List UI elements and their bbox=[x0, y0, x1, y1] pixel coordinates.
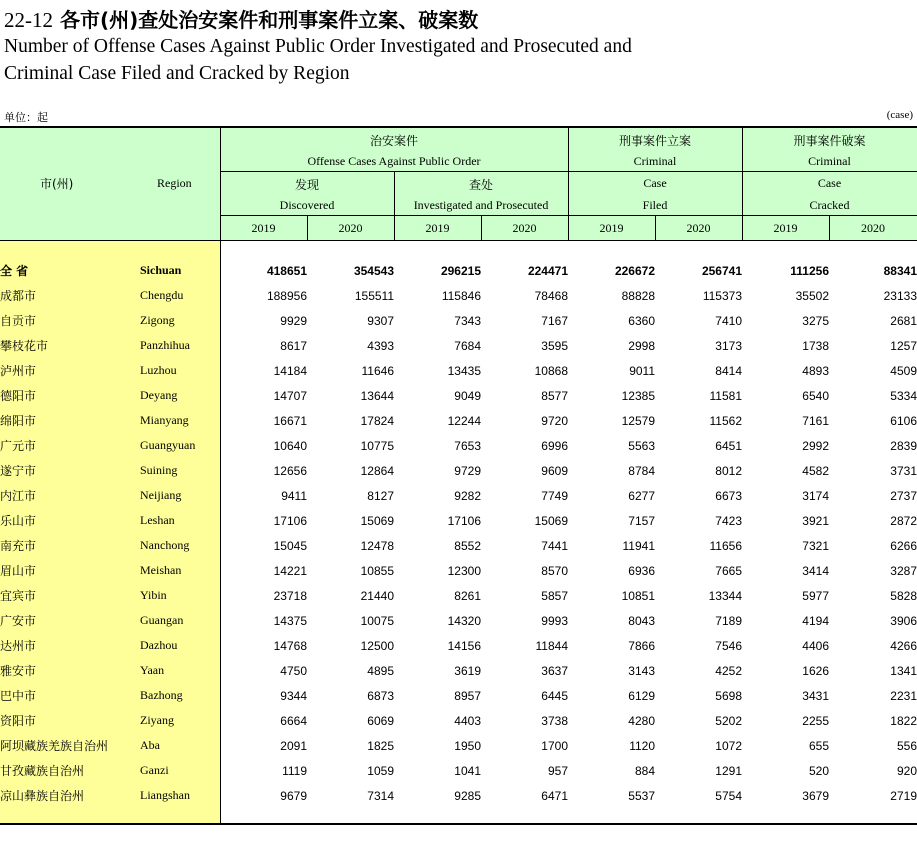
cell-value: 3731 bbox=[890, 463, 917, 478]
cell-value: 2231 bbox=[890, 688, 917, 703]
cell-value: 655 bbox=[808, 738, 829, 753]
cell-value: 12500 bbox=[360, 638, 394, 653]
cell-value: 14768 bbox=[273, 638, 307, 653]
region-cn: 广安市 bbox=[0, 614, 37, 628]
cell-value: 6360 bbox=[628, 313, 655, 328]
cell-value: 9993 bbox=[541, 613, 568, 628]
cell-value: 2255 bbox=[802, 713, 829, 728]
data-table bbox=[0, 258, 917, 808]
page-title-en-line2: Criminal Case Filed and Cracked by Region bbox=[4, 63, 350, 84]
cell-value: 3906 bbox=[890, 613, 917, 628]
cell-value: 3174 bbox=[802, 488, 829, 503]
cell-value: 14184 bbox=[273, 363, 307, 378]
header-group3-en2: Case bbox=[817, 176, 842, 190]
region-cn: 乐山市 bbox=[0, 514, 37, 528]
header-group2-en3: Filed bbox=[642, 198, 668, 212]
region-en: Neijiang bbox=[140, 488, 182, 502]
table-row bbox=[0, 483, 917, 508]
unit-label-cn: 单位：起 bbox=[4, 111, 48, 124]
header-group3-cn: 刑事案件破案 bbox=[793, 134, 866, 148]
cell-value: 13435 bbox=[447, 363, 481, 378]
table-number: 22-12 bbox=[4, 8, 53, 32]
cell-value: 5334 bbox=[890, 388, 917, 403]
cell-value: 6540 bbox=[802, 388, 829, 403]
region-en: Deyang bbox=[140, 388, 178, 402]
cell-value: 111256 bbox=[790, 263, 829, 278]
cell-value: 7410 bbox=[715, 313, 742, 328]
region-cn: 资阳市 bbox=[0, 714, 37, 728]
cell-value: 7546 bbox=[715, 638, 742, 653]
cell-value: 4194 bbox=[802, 613, 829, 628]
cell-value: 2719 bbox=[890, 788, 917, 803]
cell-value: 10851 bbox=[621, 588, 655, 603]
cell-value: 7866 bbox=[628, 638, 655, 653]
cell-value: 7749 bbox=[541, 488, 568, 503]
cell-value: 15069 bbox=[360, 513, 394, 528]
table-row bbox=[0, 583, 917, 608]
table-row bbox=[0, 283, 917, 308]
cell-value: 6936 bbox=[628, 563, 655, 578]
cell-value: 4252 bbox=[715, 663, 742, 678]
region-en: Luzhou bbox=[140, 363, 177, 377]
cell-value: 2681 bbox=[890, 313, 917, 328]
region-cn: 泸州市 bbox=[0, 364, 37, 378]
cell-value: 17824 bbox=[360, 413, 394, 428]
cell-value: 10775 bbox=[360, 438, 394, 453]
header-year: 2019 bbox=[599, 221, 624, 235]
region-cn: 广元市 bbox=[0, 439, 37, 453]
cell-value: 3287 bbox=[890, 563, 917, 578]
cell-value: 3431 bbox=[802, 688, 829, 703]
title-cn-text: 各市(州)查处治安案件和刑事案件立案、破案数 bbox=[59, 8, 479, 32]
region-en: Panzhihua bbox=[140, 338, 190, 352]
cell-value: 4509 bbox=[890, 363, 917, 378]
cell-value: 4403 bbox=[454, 713, 481, 728]
cell-value: 2839 bbox=[890, 438, 917, 453]
region-en: Chengdu bbox=[140, 288, 184, 302]
cell-value: 5202 bbox=[715, 713, 742, 728]
region-cn: 攀枝花市 bbox=[0, 339, 49, 353]
cell-value: 115373 bbox=[702, 288, 742, 303]
cell-value: 14320 bbox=[447, 613, 481, 628]
cell-value: 8577 bbox=[541, 388, 568, 403]
unit-label-en: (case) bbox=[886, 109, 913, 121]
header-group1-cn: 治安案件 bbox=[369, 134, 418, 148]
region-en: Mianyang bbox=[140, 413, 189, 427]
region-cn: 达州市 bbox=[0, 639, 37, 653]
cell-value: 5857 bbox=[541, 588, 568, 603]
cell-value: 1072 bbox=[715, 738, 742, 753]
cell-value: 9282 bbox=[454, 488, 481, 503]
cell-value: 5977 bbox=[802, 588, 829, 603]
cell-value: 14221 bbox=[273, 563, 307, 578]
table-row bbox=[0, 558, 917, 583]
cell-value: 10075 bbox=[360, 613, 394, 628]
cell-value: 3173 bbox=[715, 338, 742, 353]
cell-value: 3738 bbox=[541, 713, 568, 728]
cell-value: 4750 bbox=[280, 663, 307, 678]
cell-value: 8617 bbox=[280, 338, 307, 353]
header-year: 2019 bbox=[251, 221, 276, 235]
cell-value: 7684 bbox=[454, 338, 481, 353]
region-en: Yibin bbox=[140, 588, 167, 602]
cell-value: 6277 bbox=[628, 488, 655, 503]
region-cn: 自贡市 bbox=[0, 314, 37, 328]
table-top-rule bbox=[0, 126, 917, 128]
region-en: Sichuan bbox=[140, 263, 182, 277]
cell-value: 520 bbox=[808, 763, 829, 778]
cell-value: 2091 bbox=[280, 738, 307, 753]
header-discovered-cn: 发现 bbox=[294, 178, 319, 192]
cell-value: 12864 bbox=[360, 463, 394, 478]
cell-value: 7441 bbox=[541, 538, 568, 553]
cell-value: 16671 bbox=[273, 413, 307, 428]
header-year: 2020 bbox=[686, 221, 711, 235]
cell-value: 3921 bbox=[802, 513, 829, 528]
cell-value: 256741 bbox=[701, 263, 742, 278]
cell-value: 9720 bbox=[541, 413, 568, 428]
page-title-en-line1: Number of Offense Cases Against Public Order Investigated and Prosecuted and bbox=[4, 36, 632, 57]
cell-value: 11562 bbox=[709, 413, 742, 428]
cell-value: 155511 bbox=[354, 288, 394, 303]
header-investigated-en: Investigated and Prosecuted bbox=[413, 198, 549, 212]
cell-value: 5537 bbox=[628, 788, 655, 803]
cell-value: 15069 bbox=[534, 513, 568, 528]
cell-value: 3679 bbox=[802, 788, 829, 803]
cell-value: 1825 bbox=[367, 738, 394, 753]
cell-value: 13644 bbox=[360, 388, 394, 403]
cell-value: 6445 bbox=[541, 688, 568, 703]
cell-value: 6471 bbox=[541, 788, 568, 803]
cell-value: 1119 bbox=[282, 763, 307, 778]
header-group1-en: Offense Cases Against Public Order bbox=[307, 154, 481, 168]
cell-value: 10855 bbox=[360, 563, 394, 578]
cell-value: 14375 bbox=[273, 613, 307, 628]
cell-value: 23718 bbox=[273, 588, 307, 603]
cell-value: 224471 bbox=[527, 263, 568, 278]
table-row bbox=[0, 383, 917, 408]
table-row bbox=[0, 458, 917, 483]
cell-value: 11646 bbox=[361, 363, 394, 378]
cell-value: 3143 bbox=[628, 663, 655, 678]
header-region: Region bbox=[157, 176, 192, 190]
cell-value: 9011 bbox=[629, 363, 655, 378]
cell-value: 5754 bbox=[715, 788, 742, 803]
table-row bbox=[0, 608, 917, 633]
table-row bbox=[0, 783, 917, 808]
cell-value: 2872 bbox=[890, 513, 917, 528]
region-cn: 德阳市 bbox=[0, 389, 37, 403]
cell-value: 115846 bbox=[441, 288, 481, 303]
cell-value: 10868 bbox=[534, 363, 568, 378]
table-row-total bbox=[0, 258, 917, 283]
region-en: Zigong bbox=[140, 313, 175, 327]
region-en: Dazhou bbox=[140, 638, 178, 652]
header-investigated-cn: 查处 bbox=[468, 178, 493, 192]
region-cn: 雅安市 bbox=[0, 664, 37, 678]
cell-value: 12385 bbox=[621, 388, 655, 403]
cell-value: 9609 bbox=[541, 463, 568, 478]
cell-value: 8552 bbox=[454, 538, 481, 553]
cell-value: 12244 bbox=[447, 413, 481, 428]
cell-value: 8261 bbox=[454, 588, 481, 603]
header-year: 2020 bbox=[338, 221, 363, 235]
cell-value: 6069 bbox=[367, 713, 394, 728]
cell-value: 1257 bbox=[890, 338, 917, 353]
cell-value: 7665 bbox=[715, 563, 742, 578]
table-row bbox=[0, 433, 917, 458]
region-en: Ganzi bbox=[140, 763, 169, 777]
region-cn: 遂宁市 bbox=[0, 464, 37, 478]
cell-value: 9929 bbox=[280, 313, 307, 328]
cell-value: 6996 bbox=[541, 438, 568, 453]
cell-value: 1059 bbox=[367, 763, 394, 778]
table-bottom-rule bbox=[0, 823, 917, 825]
region-en: Meishan bbox=[140, 563, 182, 577]
cell-value: 354543 bbox=[353, 263, 394, 278]
cell-value: 17106 bbox=[273, 513, 307, 528]
cell-value: 8012 bbox=[715, 463, 742, 478]
cell-value: 1822 bbox=[890, 713, 917, 728]
cell-value: 1700 bbox=[541, 738, 568, 753]
header-year: 2020 bbox=[512, 221, 537, 235]
table-row bbox=[0, 683, 917, 708]
cell-value: 226672 bbox=[614, 263, 655, 278]
cell-value: 8570 bbox=[541, 563, 568, 578]
cell-value: 88828 bbox=[621, 288, 655, 303]
header-rule-bottom bbox=[0, 240, 917, 241]
table-row bbox=[0, 733, 917, 758]
region-en: Guangyuan bbox=[140, 438, 196, 452]
cell-value: 920 bbox=[896, 763, 917, 778]
cell-value: 6873 bbox=[367, 688, 394, 703]
header-group3-en3: Cracked bbox=[809, 198, 850, 212]
cell-value: 3619 bbox=[454, 663, 481, 678]
cell-value: 11656 bbox=[709, 538, 742, 553]
cell-value: 4582 bbox=[802, 463, 829, 478]
cell-value: 418651 bbox=[266, 263, 307, 278]
cell-value: 4406 bbox=[802, 638, 829, 653]
cell-value: 6673 bbox=[715, 488, 742, 503]
header-year: 2019 bbox=[425, 221, 450, 235]
cell-value: 1291 bbox=[715, 763, 742, 778]
cell-value: 7321 bbox=[802, 538, 829, 553]
cell-value: 11844 bbox=[535, 638, 568, 653]
cell-value: 3637 bbox=[541, 663, 568, 678]
region-en: Leshan bbox=[140, 513, 175, 527]
cell-value: 5698 bbox=[715, 688, 742, 703]
cell-value: 2992 bbox=[802, 438, 829, 453]
cell-value: 6106 bbox=[890, 413, 917, 428]
region-cn: 宜宾市 bbox=[0, 589, 37, 603]
cell-value: 6129 bbox=[628, 688, 655, 703]
header-year: 2020 bbox=[861, 221, 885, 235]
cell-value: 957 bbox=[547, 763, 568, 778]
region-cn: 阿坝藏族羌族自治州 bbox=[0, 739, 109, 753]
cell-value: 9679 bbox=[280, 788, 307, 803]
table-row bbox=[0, 408, 917, 433]
region-en: Nanchong bbox=[140, 538, 190, 552]
cell-value: 7653 bbox=[454, 438, 481, 453]
region-cn: 成都市 bbox=[0, 289, 37, 303]
region-cn: 眉山市 bbox=[0, 564, 37, 578]
region-en: Aba bbox=[140, 738, 160, 752]
cell-value: 8784 bbox=[628, 463, 655, 478]
cell-value: 556 bbox=[896, 738, 917, 753]
header-year: 2019 bbox=[773, 221, 798, 235]
cell-value: 9285 bbox=[454, 788, 481, 803]
cell-value: 7167 bbox=[541, 313, 568, 328]
cell-value: 17106 bbox=[447, 513, 481, 528]
cell-value: 14156 bbox=[447, 638, 481, 653]
cell-value: 78468 bbox=[534, 288, 568, 303]
table-row bbox=[0, 708, 917, 733]
cell-value: 6266 bbox=[890, 538, 917, 553]
cell-value: 7189 bbox=[715, 613, 742, 628]
table-row bbox=[0, 333, 917, 358]
cell-value: 296215 bbox=[440, 263, 481, 278]
cell-value: 8043 bbox=[628, 613, 655, 628]
cell-value: 8957 bbox=[454, 688, 481, 703]
table-row bbox=[0, 658, 917, 683]
region-cn: 内江市 bbox=[0, 489, 37, 503]
cell-value: 2998 bbox=[628, 338, 655, 353]
cell-value: 7423 bbox=[715, 513, 742, 528]
cell-value: 7314 bbox=[367, 788, 394, 803]
cell-value: 7161 bbox=[802, 413, 829, 428]
region-cn: 全 省 bbox=[0, 264, 29, 278]
cell-value: 188956 bbox=[266, 288, 307, 303]
cell-value: 88341 bbox=[883, 263, 917, 278]
cell-value: 12478 bbox=[360, 538, 394, 553]
cell-value: 9411 bbox=[281, 488, 307, 503]
region-en: Liangshan bbox=[140, 788, 190, 802]
header-city: 市(州) bbox=[40, 177, 74, 191]
cell-value: 35502 bbox=[795, 288, 829, 303]
cell-value: 4893 bbox=[802, 363, 829, 378]
cell-value: 10640 bbox=[273, 438, 307, 453]
cell-value: 3595 bbox=[541, 338, 568, 353]
cell-value: 5828 bbox=[890, 588, 917, 603]
cell-value: 3414 bbox=[802, 563, 829, 578]
region-cn: 凉山彝族自治州 bbox=[0, 789, 85, 803]
cell-value: 1626 bbox=[802, 663, 829, 678]
cell-value: 1738 bbox=[802, 338, 829, 353]
cell-value: 7343 bbox=[454, 313, 481, 328]
cell-value: 21440 bbox=[360, 588, 394, 603]
header-group2-en1: Criminal bbox=[633, 154, 677, 168]
header-group2-en2: Case bbox=[643, 176, 667, 190]
cell-value: 7157 bbox=[628, 513, 655, 528]
cell-value: 4266 bbox=[890, 638, 917, 653]
table-row bbox=[0, 358, 917, 383]
cell-value: 4280 bbox=[628, 713, 655, 728]
cell-value: 1041 bbox=[454, 763, 481, 778]
cell-value: 1120 bbox=[629, 738, 655, 753]
cell-value: 6451 bbox=[715, 438, 742, 453]
cell-value: 14707 bbox=[273, 388, 307, 403]
header-group3-en1: Criminal bbox=[808, 154, 851, 168]
cell-value: 1341 bbox=[890, 663, 917, 678]
cell-value: 5563 bbox=[628, 438, 655, 453]
region-en: Yaan bbox=[140, 663, 165, 677]
cell-value: 8414 bbox=[715, 363, 742, 378]
region-en: Suining bbox=[140, 463, 178, 477]
header-discovered-en: Discovered bbox=[279, 198, 335, 212]
cell-value: 1950 bbox=[454, 738, 481, 753]
cell-value: 9344 bbox=[280, 688, 307, 703]
cell-value: 23133 bbox=[883, 288, 917, 303]
cell-value: 12656 bbox=[273, 463, 307, 478]
cell-value: 3275 bbox=[802, 313, 829, 328]
page-title-cn bbox=[4, 4, 478, 33]
region-cn: 南充市 bbox=[0, 539, 37, 553]
cell-value: 884 bbox=[634, 763, 655, 778]
region-cn: 甘孜藏族自治州 bbox=[0, 764, 85, 778]
cell-value: 13344 bbox=[708, 588, 742, 603]
cell-value: 8127 bbox=[367, 488, 394, 503]
table-row bbox=[0, 508, 917, 533]
cell-value: 12300 bbox=[447, 563, 481, 578]
region-en: Guangan bbox=[140, 613, 184, 627]
cell-value: 11941 bbox=[622, 538, 655, 553]
cell-value: 9729 bbox=[454, 463, 481, 478]
cell-value: 4895 bbox=[367, 663, 394, 678]
cell-value: 11581 bbox=[709, 388, 742, 403]
table-row bbox=[0, 308, 917, 333]
region-en: Bazhong bbox=[140, 688, 183, 702]
cell-value: 4393 bbox=[367, 338, 394, 353]
cell-value: 12579 bbox=[621, 413, 655, 428]
cell-value: 6664 bbox=[280, 713, 307, 728]
region-cn: 绵阳市 bbox=[0, 414, 37, 428]
cell-value: 9307 bbox=[367, 313, 394, 328]
table-row bbox=[0, 533, 917, 558]
table-row bbox=[0, 633, 917, 658]
cell-value: 15045 bbox=[273, 538, 307, 553]
region-cn: 巴中市 bbox=[0, 689, 37, 703]
header-group2-cn: 刑事案件立案 bbox=[618, 134, 691, 148]
cell-value: 9049 bbox=[454, 388, 481, 403]
table-row bbox=[0, 758, 917, 783]
region-en: Ziyang bbox=[140, 713, 174, 727]
cell-value: 2737 bbox=[890, 488, 917, 503]
